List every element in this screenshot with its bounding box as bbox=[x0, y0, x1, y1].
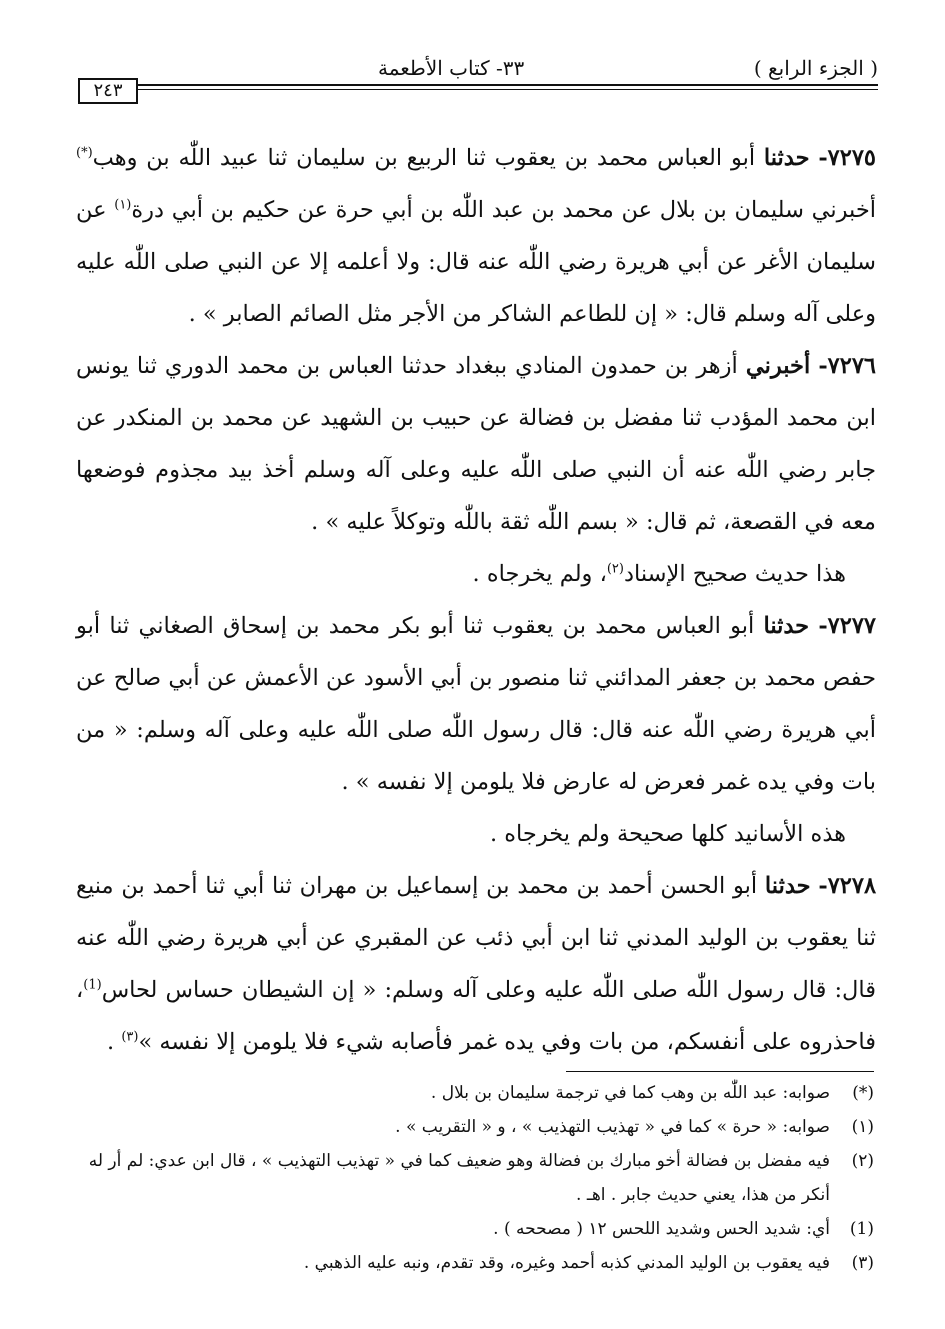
footnote-ref: (٣) bbox=[121, 1029, 139, 1045]
footnote-ref: (١) bbox=[114, 197, 132, 213]
footnote-ref: (*) bbox=[76, 145, 93, 161]
header-rule bbox=[138, 84, 878, 86]
footnotes bbox=[76, 1076, 874, 1280]
footnote-text: أي: شديد الحس وشديد اللحس ١٢ ( مصححه ) . bbox=[493, 1219, 830, 1239]
hadith-7275 bbox=[76, 132, 876, 340]
hadith-text: أبو العباس محمد بن يعقوب ثنا الربيع بن سليمان ثنا عبيد اللّٰه بن وهب bbox=[92, 145, 756, 171]
grading-text: هذا حديث صحيح الإسناد bbox=[623, 561, 846, 587]
hadith-text: عن سليمان الأغر عن أبي هريرة رضي اللّٰه عنه قال: ولا أعلمه إلا عن النبي صلى اللّٰه عليه وعلى آله وسلم قال: « إن للطاعم الشاكر من الأجر مثل الصائم الصابر » . bbox=[76, 197, 876, 327]
footnote-divider bbox=[566, 1071, 874, 1072]
main-text bbox=[76, 132, 876, 1068]
grading-text: هذه الأسانيد كلها صحيحة ولم يخرجاه . bbox=[489, 821, 846, 847]
hadith-grading bbox=[76, 808, 876, 860]
footnote-text: فيه مفضل بن فضالة أخو مبارك بن فضالة وهو ضعيف كما في « تهذيب التهذيب » ، قال ابن عدي: لم أر له أنكر من هذا، يعني حديث جابر . اهـ . bbox=[88, 1151, 830, 1205]
footnote-text: فيه يعقوب بن الوليد المدني كذبه أحمد وغيره، وقد تقدم، ونبه عليه الذهبي . bbox=[303, 1253, 830, 1273]
footnote-marker: (١) bbox=[851, 1117, 874, 1137]
footnote bbox=[76, 1246, 874, 1280]
footnote bbox=[76, 1076, 874, 1110]
footnote-text: صوابه: « حرة » كما في « تهذيب التهذيب » ، و « التقريب » . bbox=[395, 1117, 830, 1137]
chapter-title: ٣٣- كتاب الأطعمة bbox=[378, 56, 525, 80]
book-title: ( الجزء الرابع ) bbox=[753, 56, 878, 80]
hadith-7276 bbox=[76, 340, 876, 548]
hadith-7277 bbox=[76, 600, 876, 808]
hadith-text: ، فاحذروه على أنفسكم، من بات وفي يده غمر فأصابه شيء فلا يلومن إلا نفسه » bbox=[76, 977, 876, 1055]
hadith-opening: حدثنا bbox=[763, 613, 810, 639]
footnote-text: صوابه: عبد اللّٰه بن وهب كما في ترجمة سليمان بن بلال . bbox=[430, 1083, 830, 1103]
page-number: ٢٤٣ bbox=[78, 78, 138, 104]
hadith-text: أبو الحسن أحمد بن محمد بن إسماعيل بن مهران ثنا أبي ثنا أحمد بن منيع ثنا يعقوب بن الوليد المدني ثنا ابن أبي ذئب عن المقبري عن أبي هريرة رضي اللّٰه عنه قال: قال رسول اللّٰه صلى اللّٰه عليه وعلى آله وسلم: « إن الشيطان حساس لحاس bbox=[76, 873, 876, 1003]
footnote-marker: (٢) bbox=[851, 1151, 874, 1171]
hadith-opening: حدثنا bbox=[764, 873, 811, 899]
footnote-ref: (٢) bbox=[606, 561, 624, 577]
footnote bbox=[76, 1110, 874, 1144]
header-rule-thin bbox=[138, 89, 878, 90]
footnote bbox=[76, 1144, 874, 1212]
hadith-opening: أخبرني bbox=[745, 353, 811, 379]
hadith-number: ٧٢٧٦- bbox=[818, 353, 876, 379]
hadith-text: أخبرني سليمان بن بلال عن محمد بن عبد اللّٰه بن أبي حرة عن حكيم بن أبي درة bbox=[131, 197, 876, 223]
footnote-marker: (*) bbox=[852, 1083, 874, 1103]
footnote bbox=[76, 1212, 874, 1246]
hadith-text: أبو العباس محمد بن يعقوب ثنا أبو بكر محمد بن إسحاق الصغاني ثنا أبو حفص محمد بن جعفر المدائني ثنا منصور بن أبي الأسود عن الأعمش عن أبي صالح عن أبي هريرة رضي اللّٰه عنه قال: قال رسول اللّٰه صلى اللّٰه عليه وعلى آله وسلم: « من بات وفي يده غمر فعرض له عارض فلا يلومن إلا نفسه » . bbox=[76, 613, 876, 795]
hadith-text: أزهر بن حمدون المنادي ببغداد حدثنا العباس بن محمد الدوري ثنا يونس ابن محمد المؤدب ثنا مفضل بن فضالة عن حبيب بن الشهيد عن محمد بن المنكدر عن جابر رضي اللّٰه عنه أن النبي صلى اللّٰه عليه وعلى آله وسلم أخذ بيد مجذوم فوضعها معه في القصعة، ثم قال: « بسم اللّٰه ثقة باللّٰه وتوكلاً عليه » . bbox=[76, 353, 876, 535]
hadith-number: ٧٢٧٥- bbox=[818, 145, 877, 171]
hadith-7278 bbox=[76, 860, 876, 1068]
running-header bbox=[78, 56, 878, 102]
hadith-grading bbox=[76, 548, 876, 600]
hadith-number: ٧٢٧٨- bbox=[818, 873, 877, 899]
footnote-ref: (1) bbox=[83, 977, 102, 993]
footnote-marker: (1) bbox=[849, 1219, 874, 1239]
hadith-number: ٧٢٧٧- bbox=[818, 613, 877, 639]
footnote-marker: (٣) bbox=[851, 1253, 874, 1273]
hadith-opening: حدثنا bbox=[763, 145, 810, 171]
hadith-text: . bbox=[107, 1029, 115, 1055]
grading-text: ، ولم يخرجاه . bbox=[472, 561, 607, 587]
